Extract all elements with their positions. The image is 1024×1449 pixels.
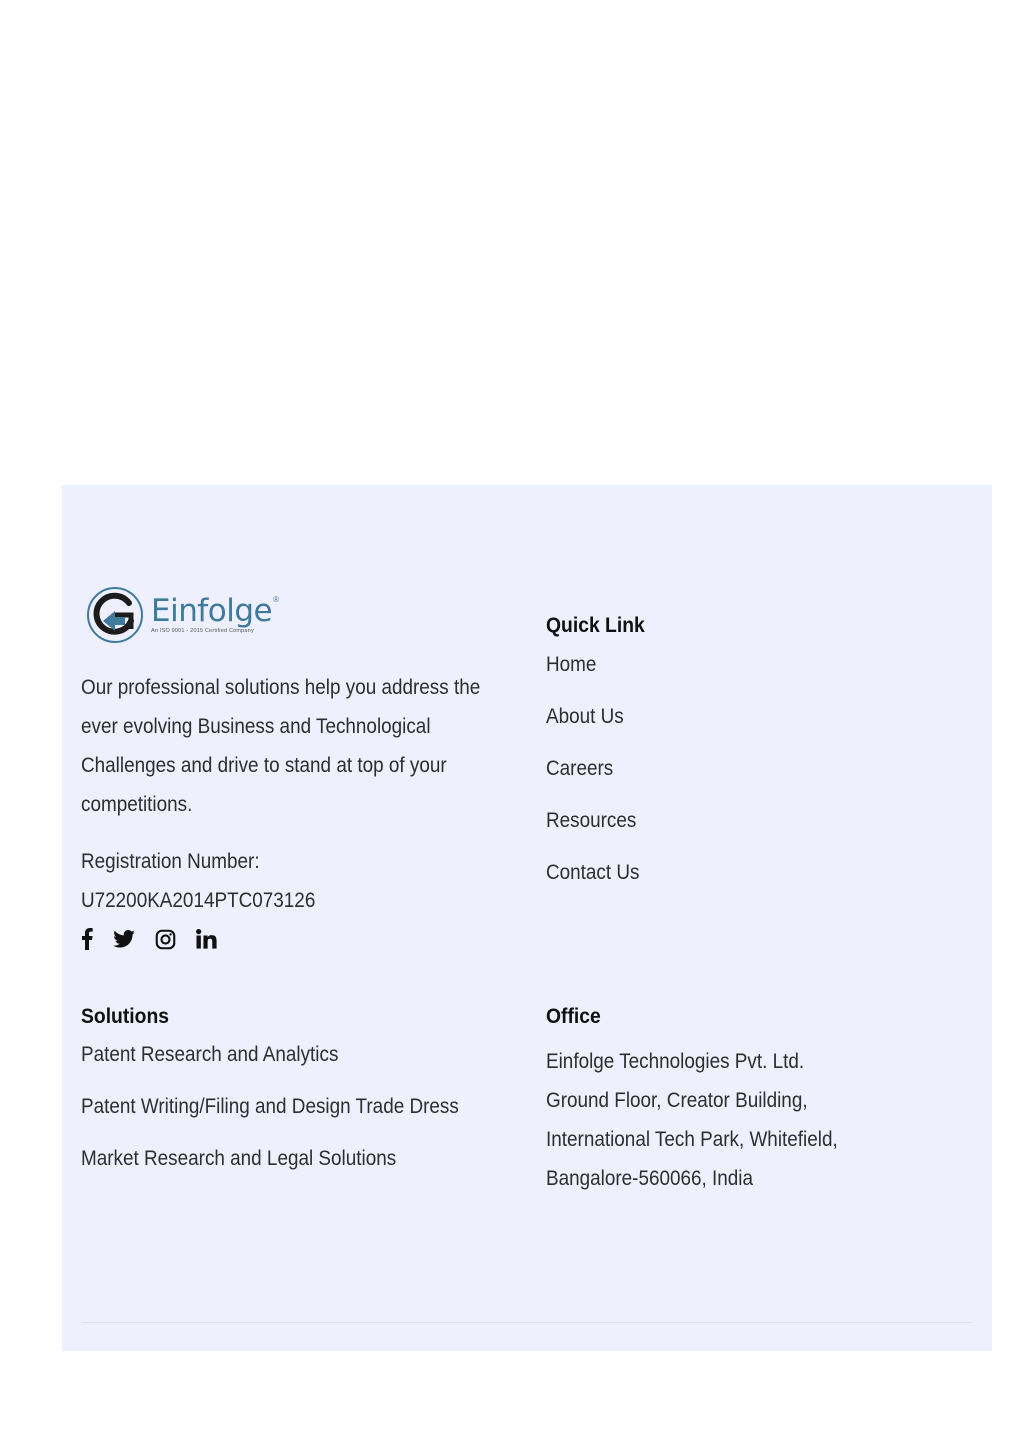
logo-mark-icon bbox=[85, 585, 147, 645]
nav-link-contact-us[interactable]: Contact Us bbox=[546, 861, 640, 884]
social-links bbox=[81, 927, 511, 951]
quick-links-heading: Quick Link bbox=[546, 614, 645, 637]
nav-link-careers[interactable]: Careers bbox=[546, 757, 614, 780]
instagram-icon[interactable] bbox=[155, 929, 176, 950]
quick-links-list bbox=[546, 652, 653, 886]
twitter-icon[interactable] bbox=[113, 930, 135, 948]
logo-name: Einfolge bbox=[151, 592, 273, 629]
footer-brand-column bbox=[81, 583, 511, 951]
office-address bbox=[546, 1042, 838, 1198]
einfolge-logo[interactable] bbox=[85, 583, 511, 647]
address-line: Bangalore-560066, India bbox=[546, 1167, 754, 1190]
about-line: Our professional solutions help you address the bbox=[81, 676, 481, 699]
solution-link[interactable]: Market Research and Legal Solutions bbox=[81, 1147, 397, 1170]
solutions-column bbox=[81, 1004, 501, 1198]
office-column bbox=[546, 1004, 870, 1198]
about-line: ever evolving Business and Technological bbox=[81, 715, 431, 738]
footer-divider bbox=[81, 1322, 972, 1323]
address-line: Ground Floor, Creator Building, bbox=[546, 1089, 808, 1112]
solution-link[interactable]: Patent Research and Analytics bbox=[81, 1043, 339, 1066]
registration-label: Registration Number: bbox=[81, 850, 260, 873]
solutions-heading: Solutions bbox=[81, 1005, 170, 1028]
logo-tagline: An ISO 9001 - 2015 Certified Company bbox=[151, 627, 254, 634]
linkedin-icon[interactable] bbox=[196, 929, 217, 949]
registration-info bbox=[81, 842, 468, 920]
facebook-icon[interactable] bbox=[81, 928, 93, 950]
solutions-list bbox=[81, 1042, 501, 1172]
quick-links-column bbox=[546, 613, 653, 912]
about-line: competitions. bbox=[81, 793, 193, 816]
about-text bbox=[81, 668, 481, 824]
address-line: International Tech Park, Whitefield, bbox=[546, 1128, 838, 1151]
nav-link-resources[interactable]: Resources bbox=[546, 809, 637, 832]
site-footer bbox=[62, 485, 992, 1351]
nav-link-about-us[interactable]: About Us bbox=[546, 705, 624, 728]
registered-mark: ® bbox=[273, 594, 279, 604]
solution-link[interactable]: Patent Writing/Filing and Design Trade Dress bbox=[81, 1095, 459, 1118]
about-line: Challenges and drive to stand at top of your bbox=[81, 754, 447, 777]
office-heading: Office bbox=[546, 1005, 601, 1028]
registration-number: U72200KA2014PTC073126 bbox=[81, 889, 316, 912]
nav-link-home[interactable]: Home bbox=[546, 653, 597, 676]
address-line: Einfolge Technologies Pvt. Ltd. bbox=[546, 1050, 805, 1073]
